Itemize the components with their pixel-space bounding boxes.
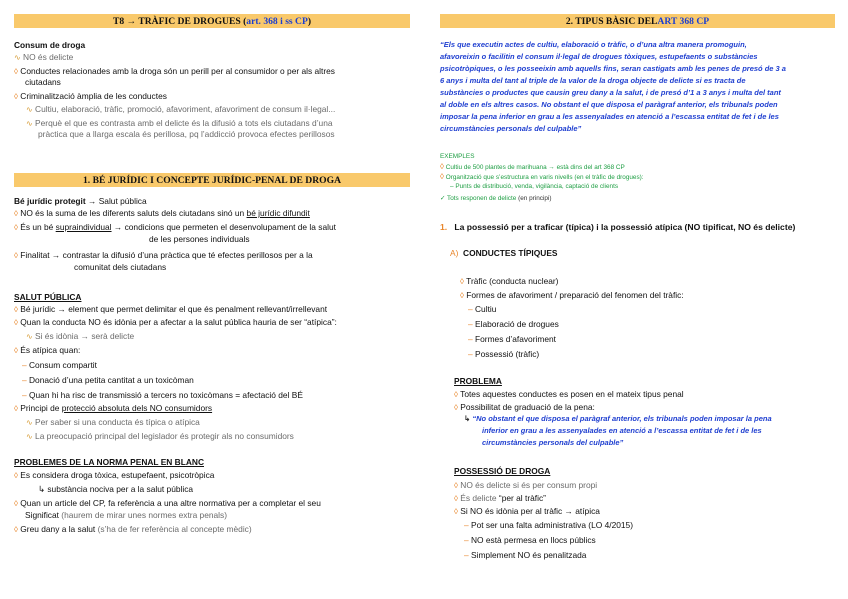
be-line: comunitat dels ciutadans xyxy=(74,262,167,272)
section1-bar xyxy=(14,173,410,187)
article-quote-line: psicotròpiques, o les posseeixin amb aquells fins, seran castigats amb les penes de presó de 3 a xyxy=(440,64,786,73)
tick-bullet-icon: ∿ xyxy=(26,105,33,114)
problemes-line: ◊ Greu dany a la salut (s’ha de fer referència al concepte mèdic) xyxy=(14,524,252,534)
conductes-line: ◊ Tràfic (conducta nuclear) xyxy=(460,276,559,286)
dash-bullet-icon: – xyxy=(468,349,473,359)
diamond-bullet-icon: ◊ xyxy=(14,67,18,76)
diamond-bullet-icon: ◊ xyxy=(14,404,18,413)
consum-line: ciutadans xyxy=(25,77,61,87)
dash-bullet-icon: – xyxy=(468,319,473,329)
be-line: de les persones individuals xyxy=(149,234,250,244)
diamond-bullet-icon: ◊ xyxy=(14,209,18,218)
diamond-bullet-icon: ◊ xyxy=(14,346,18,355)
dash-bullet-icon: – xyxy=(22,375,27,385)
salut-line: ◊ Quan la conducta NO és idònia per a afectar a la salut pública hauria de ser “atípica”: xyxy=(14,317,337,327)
diamond-bullet-icon: ◊ xyxy=(14,471,18,480)
left-title-article: art. 368 i ss CP xyxy=(246,15,308,27)
problema-quote-line: ↳ “No obstant el que disposa el paràgraf anterior, els tribunals poden imposar la pena xyxy=(464,414,772,423)
right-title-bar xyxy=(440,14,835,28)
tick-bullet-icon: ∿ xyxy=(26,332,33,341)
dash-bullet-icon: – xyxy=(468,334,473,344)
article-quote-line: substàncies o productes que causin greu dany a la salut, i de presó d’1 a 3 anys i multa del tant xyxy=(440,88,781,97)
conductes-line: – Possessió (tràfic) xyxy=(468,349,540,359)
tick-bullet-icon: ∿ xyxy=(26,119,33,128)
dash-bullet-icon: – xyxy=(468,304,473,314)
consum-line: ◊ Conductes relacionades amb la droga són un perill per al consumidor o per als altres xyxy=(14,66,335,76)
dash-bullet-icon: – xyxy=(450,183,454,190)
diamond-bullet-icon: ◊ xyxy=(14,525,18,534)
conductes-line: ◊ Formes de afavoriment / preparació del fenomen del tràfic: xyxy=(460,290,684,300)
diamond-bullet-icon: ◊ xyxy=(460,291,464,300)
exemples-line: ◊ Organització que s’estructura en varis nivells (en el tràfic de drogues): xyxy=(440,172,644,181)
problemes-line: ↳ substància nociva per a la salut pública xyxy=(38,484,194,494)
right-title-prefix: 2. TIPUS BÀSIC DEL xyxy=(565,15,658,27)
dash-bullet-icon: – xyxy=(464,550,469,560)
problema-heading: PROBLEMA xyxy=(454,376,502,386)
consum-line: pràctica que a llarga escala és perillosa, pq l’addicció provoca efectes perillosos xyxy=(38,129,335,139)
item1-line: 1. La possessió per a traficar (típica) i la possessió atípica (NO tipificat, NO és delicte) xyxy=(440,222,796,232)
diamond-bullet-icon: ◊ xyxy=(14,92,18,101)
possessio-line: – NO està permesa en llocs públics xyxy=(464,535,596,545)
conductes-line: – Elaboració de drogues xyxy=(468,319,559,329)
check-icon: ✓ xyxy=(440,195,446,202)
left-title-bar xyxy=(14,14,410,28)
diamond-bullet-icon: ◊ xyxy=(454,403,458,412)
salut-line: ◊ Bé jurídic → element que permet delimitar el que és penalment rellevant/irrellevant xyxy=(14,304,328,314)
salut-line: ∿ Si és idònia → serà delicte xyxy=(26,331,135,341)
salut-line: – Donació d’una petita cantitat a un toxicòman xyxy=(22,375,194,385)
exemples-line: ◊ Cultiu de 500 plantes de marihuana → està dins del art 368 CP xyxy=(440,162,625,171)
return-arrow-icon: ↳ xyxy=(464,414,471,423)
possessio-line: – Pot ser una falta administrativa (LO 4/2015) xyxy=(464,520,633,530)
be-line: ◊ Finalitat → contrastar la difusió d’una pràctica que té efectes perillosos per a la xyxy=(14,250,313,260)
salut-line: ∿ Per saber si una conducta és típica o atípica xyxy=(26,417,200,427)
problemes-heading: PROBLEMES DE LA NORMA PENAL EN BLANC xyxy=(14,457,204,467)
exemples-line: – Punts de distribució, venda, vigilància, captació de clients xyxy=(450,183,619,190)
salut-line: – Quan hi ha risc de transmissió a tercers no toxicòmans = afectació del BÉ xyxy=(22,390,303,400)
possessio-line: – Simplement NO és penalitzada xyxy=(464,550,587,560)
salut-line: – Consum compartit xyxy=(22,360,97,370)
salut-line: ∿ La preocupació principal del legislador és protegir als no consumidors xyxy=(26,431,294,441)
dash-bullet-icon: – xyxy=(22,390,27,400)
tick-bullet-icon: ∿ xyxy=(14,53,21,62)
problemes-line: Significat (haurem de mirar unes normes extra penals) xyxy=(25,510,228,520)
left-title-suffix: ) xyxy=(307,15,312,27)
left-title-prefix: T8 → TRÀFIC DE DROGUES ( xyxy=(112,15,247,27)
exemples-heading: EXEMPLES xyxy=(440,153,475,160)
tick-bullet-icon: ∿ xyxy=(26,418,33,427)
diamond-bullet-icon: ◊ xyxy=(454,494,458,503)
article-quote-line: al doble en els altres casos. No obstant el que disposa el paràgraf anterior, els tribunals poden xyxy=(440,100,778,109)
conductes-line: – Cultiu xyxy=(468,304,497,314)
right-title-article: ART 368 CP xyxy=(657,15,710,27)
problema-quote-line: circumstàncies personals del culpable” xyxy=(482,438,624,447)
diamond-bullet-icon: ◊ xyxy=(14,305,18,314)
diamond-bullet-icon: ◊ xyxy=(440,172,444,181)
consum-line: ◊ Criminalització àmplia de les conductes xyxy=(14,91,167,101)
diamond-bullet-icon: ◊ xyxy=(460,277,464,286)
consum-line: ∿ Cultiu, elaboració, tràfic, promoció, afavoriment, afavoriment de consum il·legal... xyxy=(26,104,336,114)
possessio-line: ◊ Si NO és idònia per al tràfic → atípica xyxy=(454,506,600,516)
subsection-a: A) CONDUCTES TÍPIQUES xyxy=(450,248,558,258)
article-quote-line: imposar la pena inferior en grau a les assenyalades en atenció a l’escassa entitat de fet i de les xyxy=(440,112,779,121)
possessio-heading: POSSESSIÓ DE DROGA xyxy=(454,466,551,476)
article-quote-line: 6 anys i multa del tant al triple de la valor de la droga objecte de delicte si es tracta de xyxy=(440,76,746,85)
diamond-bullet-icon: ◊ xyxy=(440,162,444,171)
diamond-bullet-icon: ◊ xyxy=(454,507,458,516)
conductes-line: – Formes d’afavoriment xyxy=(468,334,556,344)
article-quote-line: afavoreixin o facilitin el consum il·legal de drogues tòxiques, estupefaents o substàncies xyxy=(440,52,758,61)
salut-line: ◊ Principi de protecció absoluta dels NO consumidors xyxy=(14,403,213,413)
possessio-line: ◊ És delicte “per al tràfic” xyxy=(454,493,546,503)
problemes-line: ◊ Quan un article del CP, fa referència a una altre normativa per a completar el seu xyxy=(14,498,321,508)
be-line: Bé jurídic protegit → Salut pública xyxy=(14,196,147,206)
diamond-bullet-icon: ◊ xyxy=(14,318,18,327)
diamond-bullet-icon: ◊ xyxy=(14,251,18,260)
salut-heading: SALUT PÚBLICA xyxy=(14,292,82,302)
consum-line: ∿ NO és delicte xyxy=(14,52,74,62)
consum-heading: Consum de droga xyxy=(14,40,86,50)
diamond-bullet-icon: ◊ xyxy=(14,499,18,508)
possessio-line: ◊ NO és delicte si és per consum propi xyxy=(454,480,598,490)
return-arrow-icon: ↳ xyxy=(38,484,46,494)
consum-line: ∿ Perquè el que es contrasta amb el delicte és la difusió a tots els ciutadans d’una xyxy=(26,118,333,128)
exemples-line: ✓ Tots responen de delicte (en principi) xyxy=(440,195,552,202)
problema-quote-line: inferior en grau a les assenyalades en atenció a l’escassa entitat de fet i de les xyxy=(482,426,762,435)
dash-bullet-icon: – xyxy=(22,360,27,370)
section1-title: 1. BÉ JURÍDIC I CONCEPTE JURÍDIC-PENAL DE DROGA xyxy=(83,174,341,186)
article-quote-line: circumstàncies personals del culpable” xyxy=(440,124,582,133)
salut-line: ◊ És atípica quan: xyxy=(14,345,81,355)
diamond-bullet-icon: ◊ xyxy=(454,481,458,490)
be-line: ◊ NO és la suma de les diferents saluts dels ciutadans sinó un bé jurídic difundit xyxy=(14,208,310,218)
problemes-line: ◊ Es considera droga tòxica, estupefaent, psicotròpica xyxy=(14,470,215,480)
tick-bullet-icon: ∿ xyxy=(26,432,33,441)
be-line: ◊ És un bé supraindividual → condicions que permeten el desenvolupament de la salut xyxy=(14,222,336,232)
dash-bullet-icon: – xyxy=(464,535,469,545)
article-quote-line: “Els que executin actes de cultiu, elaboració o tràfic, o d’una altra manera promoguin, xyxy=(440,40,747,49)
problema-line: ◊ Possibilitat de graduació de la pena: xyxy=(454,402,595,412)
problema-line: ◊ Totes aquestes conductes es posen en el mateix tipus penal xyxy=(454,389,684,399)
diamond-bullet-icon: ◊ xyxy=(454,390,458,399)
dash-bullet-icon: – xyxy=(464,520,469,530)
diamond-bullet-icon: ◊ xyxy=(14,223,18,232)
